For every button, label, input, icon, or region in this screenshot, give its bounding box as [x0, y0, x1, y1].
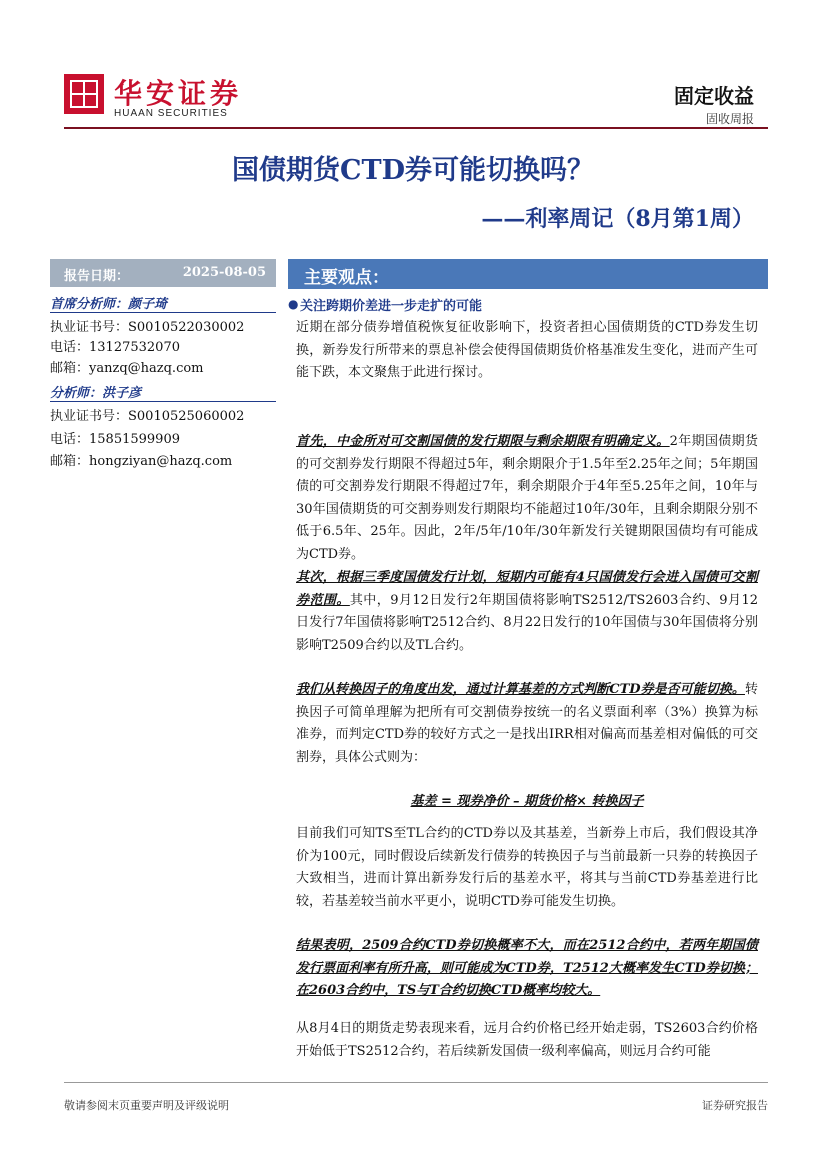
paragraph-intro: 近期在部分债券增值税恢复征收影响下，投资者担心国债期货的CTD券发生切换，新券发行所带来的票息补偿会使得国债期货价格基准发生变化，进而产生可能下跌，本文聚焦于此进行探讨。: [296, 320, 758, 380]
document-title: 国债期货CTD券可能切换吗？: [232, 155, 594, 186]
footer-divider: [64, 1082, 768, 1083]
analyst-email[interactable]: 邮箱：hongziyan@hazq.com: [50, 454, 233, 469]
footer-report-type: 证券研究报告: [702, 1099, 768, 1112]
report-date-value: 2025-08-05: [182, 265, 266, 280]
footer-disclaimer: 敬请参阅末页重要声明及评级说明: [64, 1099, 229, 1112]
analyst-divider: [50, 401, 276, 402]
analyst-name: 分析师：洪子彦: [50, 386, 142, 401]
paragraph-method: 目前我们可知TS至TL合约的CTD券以及其基差，当新券上市后，我们假设其净价为100元，同时假设后续新发行债券的转换因子与当前最新一只券的转换因子大致相当，进而计算出新券发行后的基差水平，将其与当前CTD券基差进行比较，若基差较当前水平更小，说明CTD券可能发生切换。: [296, 826, 758, 909]
report-subcategory: 固收周报: [705, 112, 754, 126]
main-points-label: 主要观点：: [304, 268, 389, 288]
paragraph-market: 从8月4日的期货走势表现来看，远月合约价格已经开始走弱，TS2603合约价格开始低于TS2512合约，若后续新发国债一级利率偏高，则远月合约可能: [296, 1021, 758, 1059]
analyst-cert: 执业证书号：S0010525060002: [50, 409, 245, 424]
company-logo-icon: [64, 74, 104, 114]
chief-analyst-name: 首席分析师：颜子琦: [50, 297, 168, 312]
chief-analyst-email[interactable]: 邮箱：yanzq@hazq.com: [50, 361, 204, 376]
paragraph-lead: 结果表明，2509合约CTD券切换概率不大，而在2512合约中，若两年期国债发行票面利率有所升高，则可能成为CTD券，T2512大概率发生CTD券切换；在2603合约中，TS与T合约切换CTD概率均较大。: [296, 938, 758, 998]
document-subtitle: ——利率周记（8月第1周）: [481, 206, 754, 232]
report-date-box: [50, 259, 276, 287]
paragraph-body: 2年期国债期货的可交割券发行期限不得超过5年，剩余期限介于1.5年至2.25年之间；5年期国债的可交割券发行期限不得超过7年，剩余期限介于4年至5.25年之间，10年与30年国债期货的可交割券则发行期限均不能超过10年/30年，且剩余期限分别不低于6.5年、25年。因此，2年/5年/10年/30年新发行关键期限国债均有可能成为CTD券。: [296, 434, 758, 562]
paragraph-body: 其中，9月12日发行2年期国债将影响TS2512/TS2603合约、9月12日发行7年国债将影响T2512合约、8月22日发行的10年国债与30年国债将分别影响T2509合约以及TL合约。: [296, 592, 758, 653]
paragraph-delivery-rules: [296, 431, 758, 566]
section-heading: 关注跨期价差进一步走扩的可能: [300, 299, 483, 314]
analyst-divider: [50, 312, 276, 313]
main-points-header: [288, 259, 768, 289]
header-divider: [64, 127, 768, 129]
report-date-label: 报告日期：: [64, 269, 130, 284]
analyst-phone: 电话：15851599909: [50, 432, 180, 447]
report-category: 固定收益: [674, 84, 754, 108]
chief-analyst-cert: 执业证书号：S0010522030002: [50, 320, 245, 335]
paragraph-body: 转换因子可简单理解为把所有可交割债券按统一的名义票面利率（3%）换算为标准券，而判定CTD券的较好方式之一是找出IRR相对偏高而基差相对偏低的可交割券，具体公式则为：: [296, 682, 758, 765]
paragraph-lead: 首先，中金所对可交割国债的发行期限与剩余期限有明确定义。: [296, 434, 670, 449]
paragraph-lead: 我们从转换因子的角度出发，通过计算基差的方式判断CTD券是否可能切换。: [296, 682, 745, 697]
paragraph-issuance-plan: [296, 567, 758, 657]
paragraph-lead: 其次，根据三季度国债发行计划，短期内可能有4只国债发行会进入国债可交割券范围。: [296, 570, 758, 608]
paragraph-conversion-factor: [296, 679, 758, 769]
bullet-icon: ●: [288, 297, 299, 311]
logo-english-name: HUAAN SECURITIES: [114, 108, 228, 119]
chief-analyst-phone: 电话：13127532070: [50, 340, 180, 355]
paragraph-results: [296, 935, 758, 1003]
logo-chinese-name: 华安证券: [114, 77, 243, 110]
basis-formula: 基差 = 现券净价 – 期货价格× 转换因子: [410, 794, 644, 809]
